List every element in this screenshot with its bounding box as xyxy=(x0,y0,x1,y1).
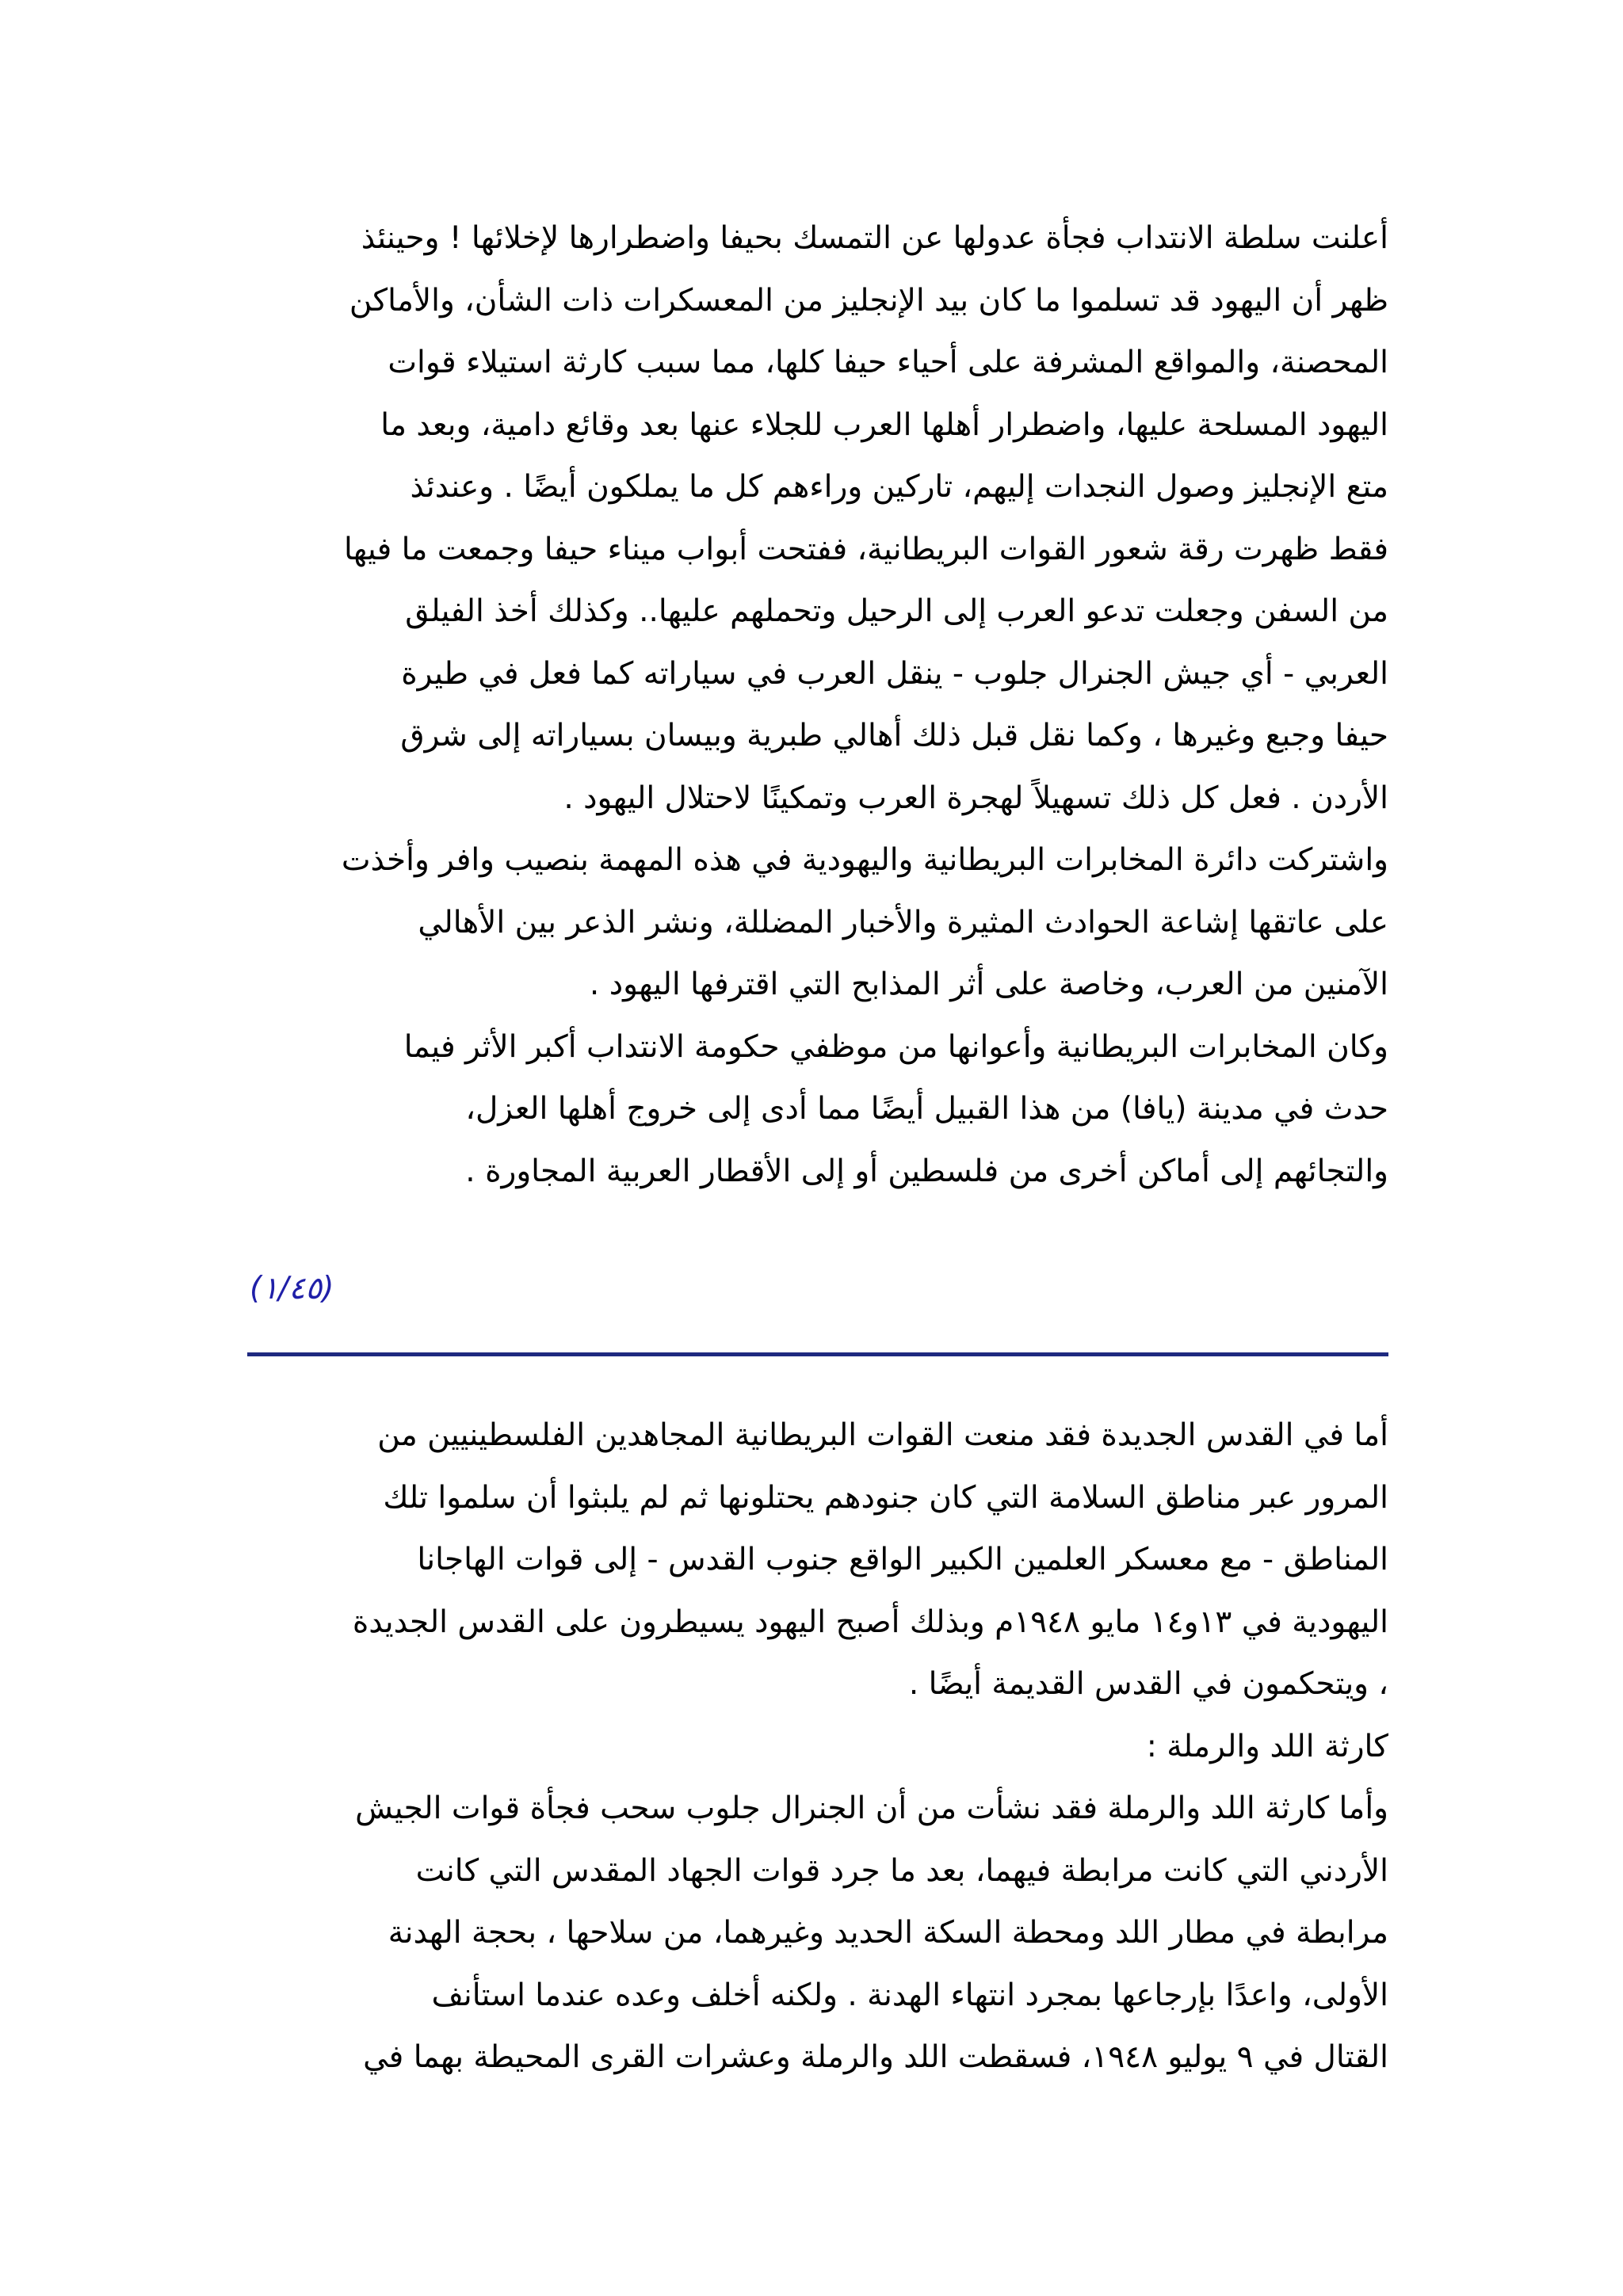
text-line: فقط ظهرت رقة شعور القوات البريطانية، ففتحت أبواب ميناء حيفا وجمعت ما فيها xyxy=(343,531,1388,567)
text-line: المرور عبر مناطق السلامة التي كان جنودهم يحتلونها ثم لم يلبثوا أن سلموا تلك xyxy=(383,1479,1388,1516)
text-line: حدث في مدينة (يافا) من هذا القبيل أيضًا مما أدى إلى خروج أهلها العزل، xyxy=(465,1091,1388,1127)
text-line: حيفا وجبع وغيرها ، وكما نقل قبل ذلك أهالي طبرية وبيسان بسياراته إلى شرق xyxy=(400,718,1388,753)
text-line: متع الإنجليز وصول النجدات إليهم، تاركين وراءهم كل ما يملكون أيضًا . وعندئذ xyxy=(410,469,1388,505)
text-line: والتجائهم إلى أماكن أخرى من فلسطين أو إلى الأقطار العربية المجاورة . xyxy=(465,1153,1388,1189)
text-line: الأردن . فعل كل ذلك تسهيلاً لهجرة العرب وتمكينًا لاحتلال اليهود . xyxy=(563,780,1388,816)
text-line: اليهودية في ١٣و١٤ مايو ١٩٤٨م وبذلك أصبح اليهود يسيطرون على القدس الجديدة xyxy=(352,1604,1388,1640)
bottom-text-block xyxy=(238,1405,1388,2089)
text-line: العربي - أي جيش الجنرال جلوب - ينقل العرب في سياراته كما فعل في طيرة xyxy=(401,655,1388,692)
footnote-reference: (١/٤٥) xyxy=(250,1271,334,1306)
text-line: اليهود المسلحة عليها، واضطرار أهلها العرب للجلاء عنها بعد وقائع دامية، وبعد ما xyxy=(380,406,1388,443)
text-line: مرابطة في مطار اللد ومحطة السكة الحديد وغيرهما، من سلاحها ، بحجة الهدنة xyxy=(388,1915,1388,1951)
section-heading: كارثة اللد والرملة : xyxy=(1146,1728,1388,1764)
text-line: أعلنت سلطة الانتداب فجأة عدولها عن التمسك بحيفا واضطرارها لإخلائها ! وحينئذ xyxy=(361,220,1388,256)
text-line: على عاتقها إشاعة الحوادث المثيرة والأخبار المضللة، ونشر الذعر بين الأهالي xyxy=(418,904,1388,940)
text-line: واشتركت دائرة المخابرات البريطانية واليهودية في هذه المهمة بنصيب وافر وأخذت xyxy=(341,842,1388,878)
text-line: من السفن وجعلت تدعو العرب إلى الرحيل وتحملهم عليها.. وكذلك أخذ الفيلق xyxy=(405,593,1388,629)
text-line: القتال في ٩ يوليو ١٩٤٨، فسقطت اللد والرملة وعشرات القرى المحيطة بهما في xyxy=(363,2039,1388,2075)
text-line: أما في القدس الجديدة فقد منعت القوات البريطانية المجاهدين الفلسطينيين من xyxy=(377,1417,1388,1453)
text-line: الآمنين من العرب، وخاصة على أثر المذابح التي اقترفها اليهود . xyxy=(589,967,1388,1002)
text-line: ظهر أن اليهود قد تسلموا ما كان بيد الإنجليز من المعسكرات ذات الشأن، والأماكن xyxy=(349,282,1388,318)
text-line: وأما كارثة اللد والرملة فقد نشأت من أن الجنرال جلوب سحب فجأة قوات الجيش xyxy=(355,1791,1388,1826)
top-text-block xyxy=(238,208,1388,1203)
text-line: ، ويتحكمون في القدس القديمة أيضًا . xyxy=(908,1666,1388,1702)
section-divider xyxy=(247,1352,1388,1356)
text-line: وكان المخابرات البريطانية وأعوانها من موظفي حكومة الانتداب أكبر الأثر فيما xyxy=(403,1028,1388,1065)
text-line: المناطق - مع معسكر العلمين الكبير الواقع جنوب القدس - إلى قوات الهاجانا xyxy=(417,1542,1388,1577)
text-line: الأولى، واعدًا بإرجاعها بمجرد انتهاء الهدنة . ولكنه أخلف وعده عندما استأنف xyxy=(431,1977,1388,2013)
text-line: المحصنة، والمواقع المشرفة على أحياء حيفا كلها، مما سبب كارثة استيلاء قوات xyxy=(388,345,1388,380)
text-line: الأردني التي كانت مرابطة فيهما، بعد ما جرد قوات الجهاد المقدس التي كانت xyxy=(415,1852,1388,1889)
